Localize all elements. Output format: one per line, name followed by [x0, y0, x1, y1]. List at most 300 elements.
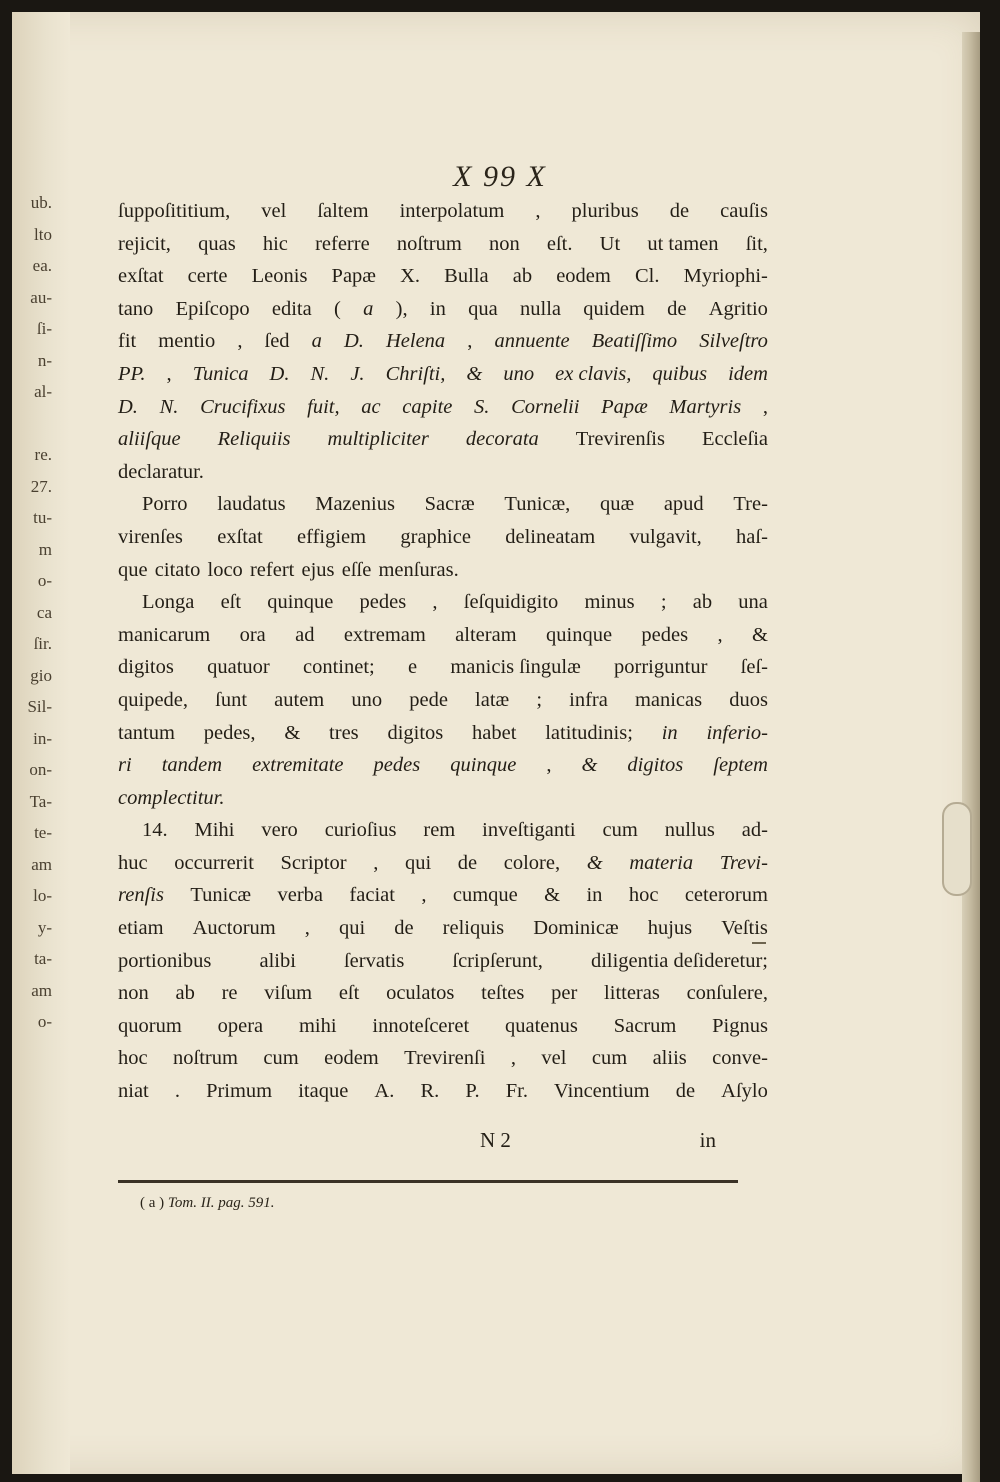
- word: Scriptor: [280, 851, 347, 874]
- word: Helena: [385, 330, 446, 353]
- facing-page-fragment: Ta-: [29, 791, 52, 811]
- word: Chriſti,: [385, 362, 446, 385]
- word: rejicit,: [118, 232, 171, 255]
- margin-dash: [752, 942, 766, 944]
- word: .: [174, 1080, 180, 1103]
- word: quibus: [652, 362, 708, 385]
- word: Martyris: [669, 395, 742, 418]
- word: pedes,: [203, 721, 256, 744]
- word: Mihi: [194, 819, 235, 842]
- word: eſt.: [546, 232, 573, 255]
- word: ;: [536, 688, 543, 711]
- text-line: [118, 195, 768, 228]
- word: teſtes: [481, 982, 525, 1005]
- word: inferio-: [706, 721, 768, 744]
- word: delineatam: [505, 525, 596, 548]
- word: noſtrum: [173, 1047, 238, 1070]
- facing-page-fragment: o-: [37, 571, 52, 590]
- word: hic: [262, 232, 288, 255]
- word: certe: [187, 265, 228, 288]
- word: habet: [472, 721, 517, 744]
- word: Sacrum: [613, 1014, 677, 1037]
- facing-page-fragment: 27.: [30, 476, 52, 496]
- word: ad: [295, 623, 315, 646]
- word: noſtrum: [396, 232, 462, 255]
- word: vel: [541, 1047, 567, 1070]
- word: interpolatum: [399, 200, 505, 222]
- word: Longa: [142, 591, 195, 614]
- word: tantum: [118, 721, 175, 744]
- catchword: in: [699, 1128, 716, 1152]
- word: litteras: [604, 982, 660, 1005]
- word: D.: [118, 395, 138, 418]
- word: eodem: [324, 1047, 379, 1070]
- text-line: [118, 260, 768, 293]
- word: Auctorum: [192, 917, 276, 940]
- text-line: [118, 977, 768, 1010]
- word: eſt: [338, 982, 360, 1005]
- footnote-text: Tom. II. pag. 591.: [167, 1195, 275, 1211]
- word: ri: [118, 754, 132, 777]
- text-line: [118, 717, 768, 750]
- word: Veſtis: [721, 917, 768, 940]
- word: ejus: [301, 558, 335, 581]
- word: niat: [118, 1080, 149, 1103]
- word: ſervatis: [343, 949, 405, 972]
- text-line: [118, 456, 768, 489]
- word: latitudinis;: [545, 721, 633, 744]
- word: qua: [468, 297, 498, 320]
- word: occurrerit: [174, 851, 254, 874]
- facing-page-fragment: n-: [37, 350, 52, 370]
- word: Ut: [599, 232, 621, 255]
- word: a: [311, 330, 322, 353]
- word: hujus: [647, 917, 693, 940]
- word: Tunica: [192, 362, 249, 385]
- word: ,: [717, 623, 723, 646]
- word: vulgavit,: [629, 525, 702, 548]
- word: graphice: [400, 525, 471, 548]
- word: ſed: [264, 330, 290, 353]
- word: ad-: [741, 819, 768, 842]
- text-line: [118, 586, 768, 619]
- page-edge: [962, 32, 980, 1482]
- word: P.: [465, 1080, 480, 1103]
- word: ,: [510, 1047, 516, 1070]
- word: Dominicæ: [533, 917, 619, 940]
- facing-page-fragment: y-: [37, 917, 52, 937]
- word: exſtat: [118, 265, 164, 288]
- word: pedes: [359, 591, 407, 614]
- word: &: [544, 884, 561, 907]
- text-line: [118, 684, 768, 717]
- word: ab: [175, 982, 195, 1005]
- word: ,: [237, 330, 243, 353]
- word: apud: [663, 493, 704, 516]
- word: ſeſ-: [740, 656, 768, 679]
- word: vel: [261, 200, 287, 222]
- word: Papæ: [601, 395, 648, 418]
- word: ;: [660, 591, 667, 614]
- word: pedes: [373, 754, 421, 777]
- word: digitos: [118, 656, 174, 679]
- word: cum: [591, 1047, 628, 1070]
- word: D.: [343, 330, 364, 353]
- facing-page-fragments: [12, 187, 52, 1038]
- text-line: [118, 749, 768, 782]
- word: in: [429, 297, 446, 320]
- word: latæ: [475, 688, 510, 711]
- word: Crucifixus: [200, 395, 286, 418]
- word: Tre-: [733, 493, 768, 516]
- word: declaratur.: [118, 460, 204, 483]
- word: exſtat: [217, 525, 263, 548]
- text-line: [118, 651, 768, 684]
- word: colore,: [503, 851, 561, 874]
- word: etiam: [118, 917, 164, 940]
- word: manicarum: [118, 623, 211, 646]
- word: re: [221, 982, 238, 1005]
- word: Papæ: [331, 265, 376, 288]
- text-line: [118, 912, 768, 945]
- word: Cl.: [634, 265, 660, 288]
- word: A.: [374, 1080, 395, 1103]
- word: loco: [207, 558, 243, 581]
- word: quidem: [583, 297, 645, 320]
- word: cauſis: [720, 200, 768, 222]
- word: ,: [432, 591, 438, 614]
- text-line: [118, 945, 768, 978]
- text-line: [118, 1042, 768, 1075]
- text-line: [118, 358, 768, 391]
- word: viſum: [264, 982, 313, 1005]
- signature-mark: N 2: [480, 1128, 511, 1152]
- word: de: [669, 200, 690, 222]
- word: Vincentium: [554, 1080, 650, 1103]
- word: digitos: [387, 721, 444, 744]
- word: quinque: [267, 591, 334, 614]
- word: ab: [692, 591, 713, 614]
- word: capite: [402, 395, 453, 418]
- word: &: [581, 754, 598, 777]
- facing-page-fragment: on-: [29, 760, 52, 779]
- word: qui: [338, 917, 366, 940]
- word: in: [661, 721, 678, 744]
- facing-page-fragment: gio: [30, 665, 52, 685]
- facing-page-fragment: am: [31, 854, 52, 874]
- word: quinque: [546, 623, 613, 646]
- word: hoc: [628, 884, 659, 907]
- word: ſunt: [215, 688, 248, 711]
- word: extremam: [343, 623, 426, 646]
- word: ſeptem: [713, 754, 768, 777]
- word: pedes: [641, 623, 689, 646]
- word: de: [667, 297, 687, 320]
- word: alteram: [455, 623, 517, 646]
- word: Cornelii: [511, 395, 580, 418]
- word: virenſes: [118, 525, 183, 548]
- word: N.: [310, 362, 330, 385]
- word: 14.: [142, 819, 168, 842]
- word: non: [488, 232, 520, 255]
- text-line: [118, 554, 768, 587]
- text-line: [118, 847, 768, 880]
- facing-page-fragment: am: [31, 980, 52, 1000]
- word: referre: [315, 232, 370, 255]
- word: eſſe: [341, 558, 372, 581]
- word: Bulla: [444, 265, 489, 288]
- word: laudatus: [217, 493, 286, 516]
- facing-page-fragment: o-: [37, 1012, 52, 1031]
- facing-page-fragment: in-: [33, 728, 52, 748]
- word: ab: [512, 265, 533, 288]
- word: X.: [400, 265, 421, 288]
- word: idem: [728, 362, 768, 385]
- facing-page-fragment: te-: [34, 823, 52, 842]
- word: Aſylo: [721, 1080, 768, 1103]
- word: nulla: [520, 297, 561, 320]
- word: digitos: [627, 754, 684, 777]
- facing-page-fragment: re.: [34, 445, 52, 464]
- word: ),: [395, 297, 408, 320]
- word: Agritio: [708, 297, 768, 320]
- word: PP.: [118, 362, 146, 385]
- footnote-rule: [118, 1180, 738, 1183]
- word: non: [118, 982, 149, 1005]
- word: Tunicæ,: [504, 493, 571, 516]
- word: tres: [329, 721, 359, 744]
- word: quatuor: [207, 656, 270, 679]
- word: Silveſtro: [699, 330, 768, 353]
- text-line: [118, 521, 768, 554]
- word: Trevirenſi: [404, 1047, 486, 1070]
- word: Reliquiis: [217, 428, 291, 451]
- word: menſuras.: [378, 558, 459, 581]
- word: conve-: [712, 1047, 768, 1070]
- word: R.: [420, 1080, 440, 1103]
- word: ,: [762, 395, 768, 418]
- word: N.: [159, 395, 179, 418]
- word: porriguntur: [614, 656, 708, 679]
- word: Sacræ: [424, 493, 475, 516]
- word: Porro: [142, 493, 188, 516]
- word: ora: [239, 623, 266, 646]
- word: de: [675, 1080, 696, 1103]
- word: ut tamen: [647, 232, 719, 255]
- text-line: [118, 423, 768, 456]
- word: Beatiſſimo: [591, 330, 678, 353]
- word: ſit,: [745, 232, 768, 255]
- word: diligentia deſideretur;: [590, 949, 768, 972]
- word: quatenus: [504, 1014, 578, 1037]
- text-line: [118, 228, 768, 261]
- word: eodem: [556, 265, 611, 288]
- word: citato: [154, 558, 201, 581]
- word: innoteſceret: [372, 1014, 470, 1037]
- footnote: [140, 1195, 274, 1212]
- word: huc: [118, 851, 148, 874]
- word: pluribus: [571, 200, 639, 222]
- facing-page-fragment: ca: [36, 602, 52, 622]
- word: ,: [421, 884, 427, 907]
- word: Trevi-: [719, 851, 768, 874]
- word: (: [334, 297, 341, 320]
- facing-page-fragment: ea.: [32, 256, 52, 275]
- text-line: [118, 1075, 768, 1108]
- word: ,: [373, 851, 379, 874]
- word: uno: [503, 362, 535, 385]
- word: S.: [474, 395, 490, 418]
- word: inveſtiganti: [482, 819, 576, 842]
- page-edge-tab: [942, 802, 972, 896]
- word: ,: [546, 754, 552, 777]
- word: Trevirenſis: [575, 428, 665, 451]
- word: effigiem: [297, 525, 367, 548]
- word: duos: [729, 688, 768, 711]
- word: oculatos: [386, 982, 455, 1005]
- word: manicas: [634, 688, 703, 711]
- facing-page-fragment: lo-: [33, 886, 52, 905]
- word: multipliciter: [327, 428, 429, 451]
- word: renſis: [118, 884, 164, 907]
- word: in: [586, 884, 603, 907]
- facing-page-fragment: ta-: [34, 949, 52, 968]
- word: haſ-: [736, 525, 768, 548]
- word: decorata: [465, 428, 539, 451]
- facing-page-fragment: au-: [30, 287, 52, 307]
- word: qui: [404, 851, 432, 874]
- facing-page-fragment: m: [38, 539, 52, 559]
- footnote-mark: ( a ): [140, 1195, 165, 1211]
- facing-page-fragment: [12, 408, 52, 440]
- word: ſuppoſititium,: [118, 200, 231, 222]
- word: quæ: [599, 493, 635, 516]
- word: Leonis: [251, 265, 308, 288]
- word: &: [466, 362, 483, 385]
- word: hoc: [118, 1047, 148, 1070]
- word: opera: [217, 1014, 264, 1037]
- text-line: [118, 325, 768, 358]
- facing-page-fragment: ſi-: [36, 319, 52, 338]
- word: J.: [350, 362, 365, 385]
- word: mentio: [158, 330, 216, 353]
- word: edita: [271, 297, 312, 320]
- text-line: [118, 488, 768, 521]
- word: quorum: [118, 1014, 182, 1037]
- word: reliquis: [442, 917, 505, 940]
- word: cum: [602, 819, 638, 842]
- word: continet;: [302, 656, 375, 679]
- word: extremitate: [252, 754, 344, 777]
- word: ſeſquidigito: [463, 591, 559, 614]
- word: nullus: [664, 819, 715, 842]
- word: Myriophi-: [683, 265, 768, 288]
- word: e: [407, 656, 418, 679]
- word: conſulere,: [686, 982, 768, 1005]
- facing-page-fragment: ſir.: [33, 634, 52, 653]
- facing-page-fragment: al-: [34, 382, 52, 401]
- page-header: X 99 X: [453, 160, 547, 193]
- word: rem: [423, 819, 456, 842]
- word: Mazenius: [315, 493, 395, 516]
- word: Primum: [206, 1080, 273, 1103]
- word: per: [551, 982, 578, 1005]
- word: pede: [409, 688, 448, 711]
- body-text: [118, 195, 768, 1108]
- word: tano: [118, 297, 154, 320]
- text-line: [118, 782, 768, 815]
- text-line: [118, 619, 768, 652]
- word: vero: [261, 819, 298, 842]
- word: Epiſcopo: [175, 297, 250, 320]
- word: que: [118, 558, 148, 581]
- facing-page-fragment: tu-: [33, 508, 52, 527]
- text-line: [118, 293, 768, 326]
- word: complectitur.: [118, 786, 225, 809]
- word: fuit,: [307, 395, 340, 418]
- word: faciat: [349, 884, 395, 907]
- word: cum: [263, 1047, 299, 1070]
- word: materia: [629, 851, 694, 874]
- word: ſaltem: [317, 200, 369, 222]
- word: annuente: [494, 330, 570, 353]
- word: tandem: [161, 754, 223, 777]
- word: minus: [584, 591, 635, 614]
- word: &: [284, 721, 301, 744]
- word: cumque: [452, 884, 518, 907]
- text-line: [118, 879, 768, 912]
- word: quas: [198, 232, 236, 255]
- word: aliiſque: [118, 428, 181, 451]
- word: itaque: [298, 1080, 349, 1103]
- word: Tunicæ: [190, 884, 252, 907]
- word: ſcripſerunt,: [452, 949, 543, 972]
- word: manicis ſingulæ: [450, 656, 581, 679]
- word: ,: [467, 330, 473, 353]
- word: autem: [274, 688, 325, 711]
- word: una: [738, 591, 768, 614]
- word: eſt: [220, 591, 242, 614]
- text-line: [118, 814, 768, 847]
- word: ac: [361, 395, 381, 418]
- word: Fr.: [505, 1080, 528, 1103]
- word: a: [363, 297, 374, 320]
- word: ,: [535, 200, 541, 222]
- word: ,: [166, 362, 172, 385]
- word: aliis: [652, 1047, 687, 1070]
- facing-page-fragment: Sil-: [27, 697, 52, 716]
- word: quinque: [450, 754, 517, 777]
- word: infra: [569, 688, 608, 711]
- word: de: [457, 851, 478, 874]
- word: quipede,: [118, 688, 189, 711]
- word: ex clavis,: [555, 362, 632, 385]
- text-line: [118, 1010, 768, 1043]
- word: mihi: [298, 1014, 337, 1037]
- word: portionibus: [118, 949, 212, 972]
- word: de: [394, 917, 414, 940]
- word: ceterorum: [684, 884, 768, 907]
- word: ,: [304, 917, 310, 940]
- word: curioſius: [324, 819, 397, 842]
- facing-page-fragment: ub.: [30, 193, 52, 212]
- word: Pignus: [712, 1014, 768, 1037]
- word: alibi: [259, 949, 296, 972]
- word: Eccleſia: [701, 428, 768, 451]
- word: &: [751, 623, 768, 646]
- text-line: [118, 391, 768, 424]
- word: verba: [277, 884, 324, 907]
